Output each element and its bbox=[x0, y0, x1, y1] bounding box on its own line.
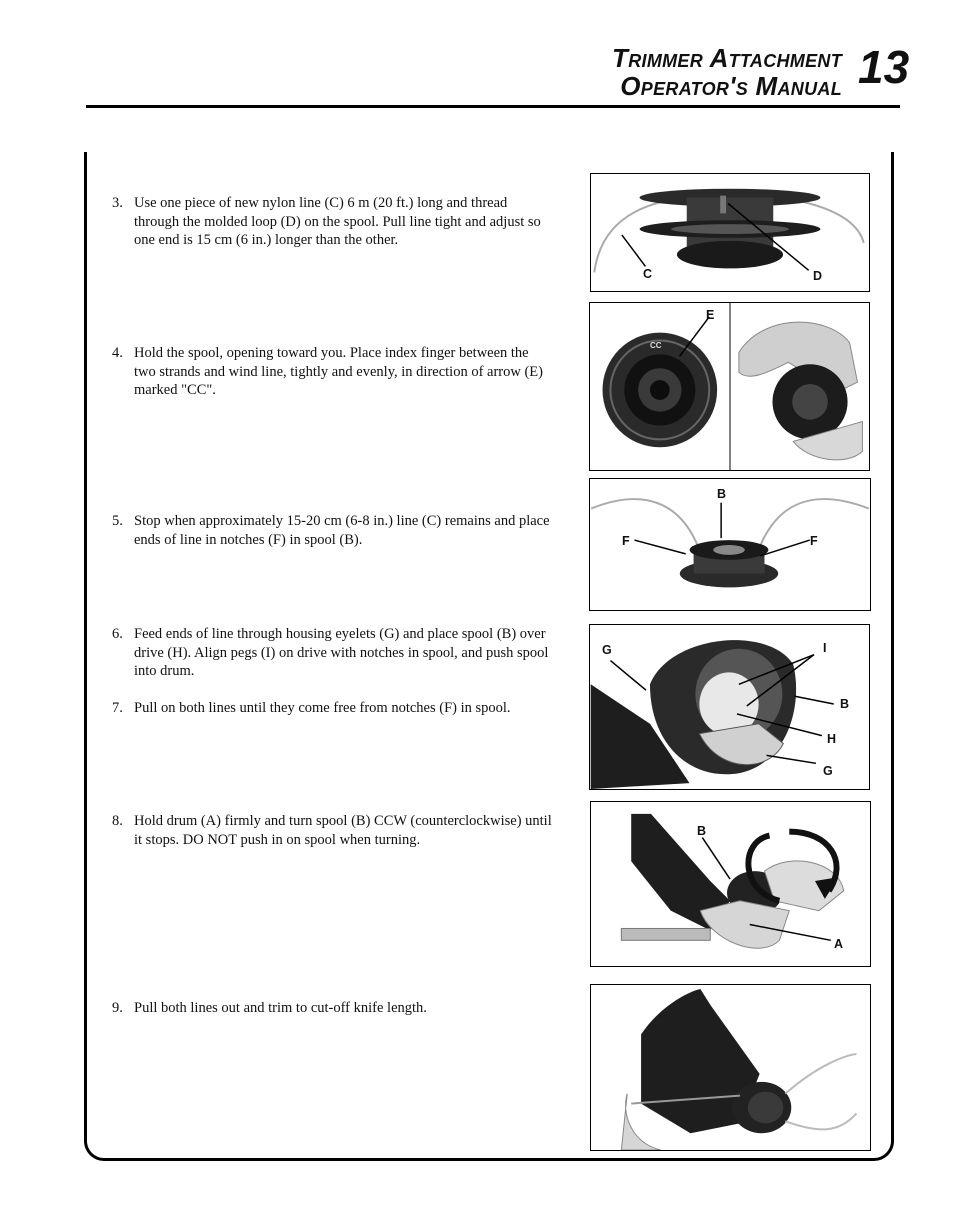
figure-wind-spool bbox=[589, 302, 870, 471]
step-3 bbox=[112, 194, 552, 250]
step-text: Pull on both lines until they come free from notches (F) in spool. bbox=[134, 700, 511, 716]
step-7 bbox=[112, 699, 552, 718]
label-f-right: F bbox=[810, 534, 818, 548]
label-b: B bbox=[697, 824, 707, 838]
label-cc-arrow: CC bbox=[650, 341, 662, 350]
step-6 bbox=[112, 625, 552, 681]
figure-trim-lines bbox=[590, 984, 871, 1151]
step-text: Hold drum (A) firmly and turn spool (B) CCW (counterclockwise) until it stops. DO NOT push in on spool when turning. bbox=[134, 813, 552, 848]
spool-photo bbox=[591, 174, 869, 291]
label-c: C bbox=[643, 267, 653, 281]
step-text: Pull both lines out and trim to cut-off knife length. bbox=[134, 1000, 427, 1016]
step-8 bbox=[112, 812, 552, 849]
step-text: Stop when approximately 15-20 cm (6-8 in.) line (C) remains and place ends of line in notches (F) in spool (B). bbox=[134, 513, 550, 548]
turn-spool-photo bbox=[591, 802, 870, 966]
page-number: 13 bbox=[858, 41, 910, 93]
step-number: 4. bbox=[112, 345, 123, 361]
figure-turn-spool bbox=[590, 801, 871, 967]
manual-title-line2: Operator's Manual bbox=[620, 71, 842, 101]
label-d: D bbox=[813, 269, 823, 283]
trim-lines-photo bbox=[591, 985, 870, 1150]
step-text: Feed ends of line through housing eyelets (G) and place spool (B) over drive (H). Align pegs (I) on drive with notches in spool, and push spool into drum. bbox=[134, 626, 549, 679]
step-5 bbox=[112, 512, 552, 549]
label-b: B bbox=[840, 697, 850, 711]
step-number: 3. bbox=[112, 195, 123, 211]
step-number: 7. bbox=[112, 700, 123, 716]
wind-spool-photo bbox=[590, 303, 869, 470]
label-g-bottom: G bbox=[823, 764, 833, 778]
figure-spool-housing bbox=[589, 624, 870, 790]
step-9 bbox=[112, 999, 552, 1018]
label-f-left: F bbox=[622, 534, 630, 548]
manual-title-line1: Trimmer Attachment bbox=[612, 43, 842, 73]
label-a: A bbox=[834, 937, 844, 951]
spool-notches-photo bbox=[590, 479, 870, 610]
label-i: I bbox=[823, 641, 827, 655]
step-4 bbox=[112, 344, 552, 400]
manual-title bbox=[612, 44, 842, 100]
header-rule bbox=[86, 105, 900, 108]
step-text: Hold the spool, opening toward you. Place index finger between the two strands and wind line, tightly and evenly, in direction of arrow (E) marked "CC". bbox=[134, 345, 543, 398]
step-number: 9. bbox=[112, 1000, 123, 1016]
figure-spool-line-thread bbox=[590, 173, 870, 292]
step-text: Use one piece of new nylon line (C) 6 m (20 ft.) long and thread through the molded loop (D) on the spool. Pull line tight and adjust so one end is 15 cm (6 in.) longer than the other. bbox=[134, 195, 541, 248]
step-number: 5. bbox=[112, 513, 123, 529]
label-e: E bbox=[706, 308, 715, 322]
step-number: 8. bbox=[112, 813, 123, 829]
label-h: H bbox=[827, 732, 837, 746]
label-b: B bbox=[717, 487, 727, 501]
label-g-top: G bbox=[602, 643, 612, 657]
step-number: 6. bbox=[112, 626, 123, 642]
figure-spool-notches bbox=[589, 478, 871, 611]
